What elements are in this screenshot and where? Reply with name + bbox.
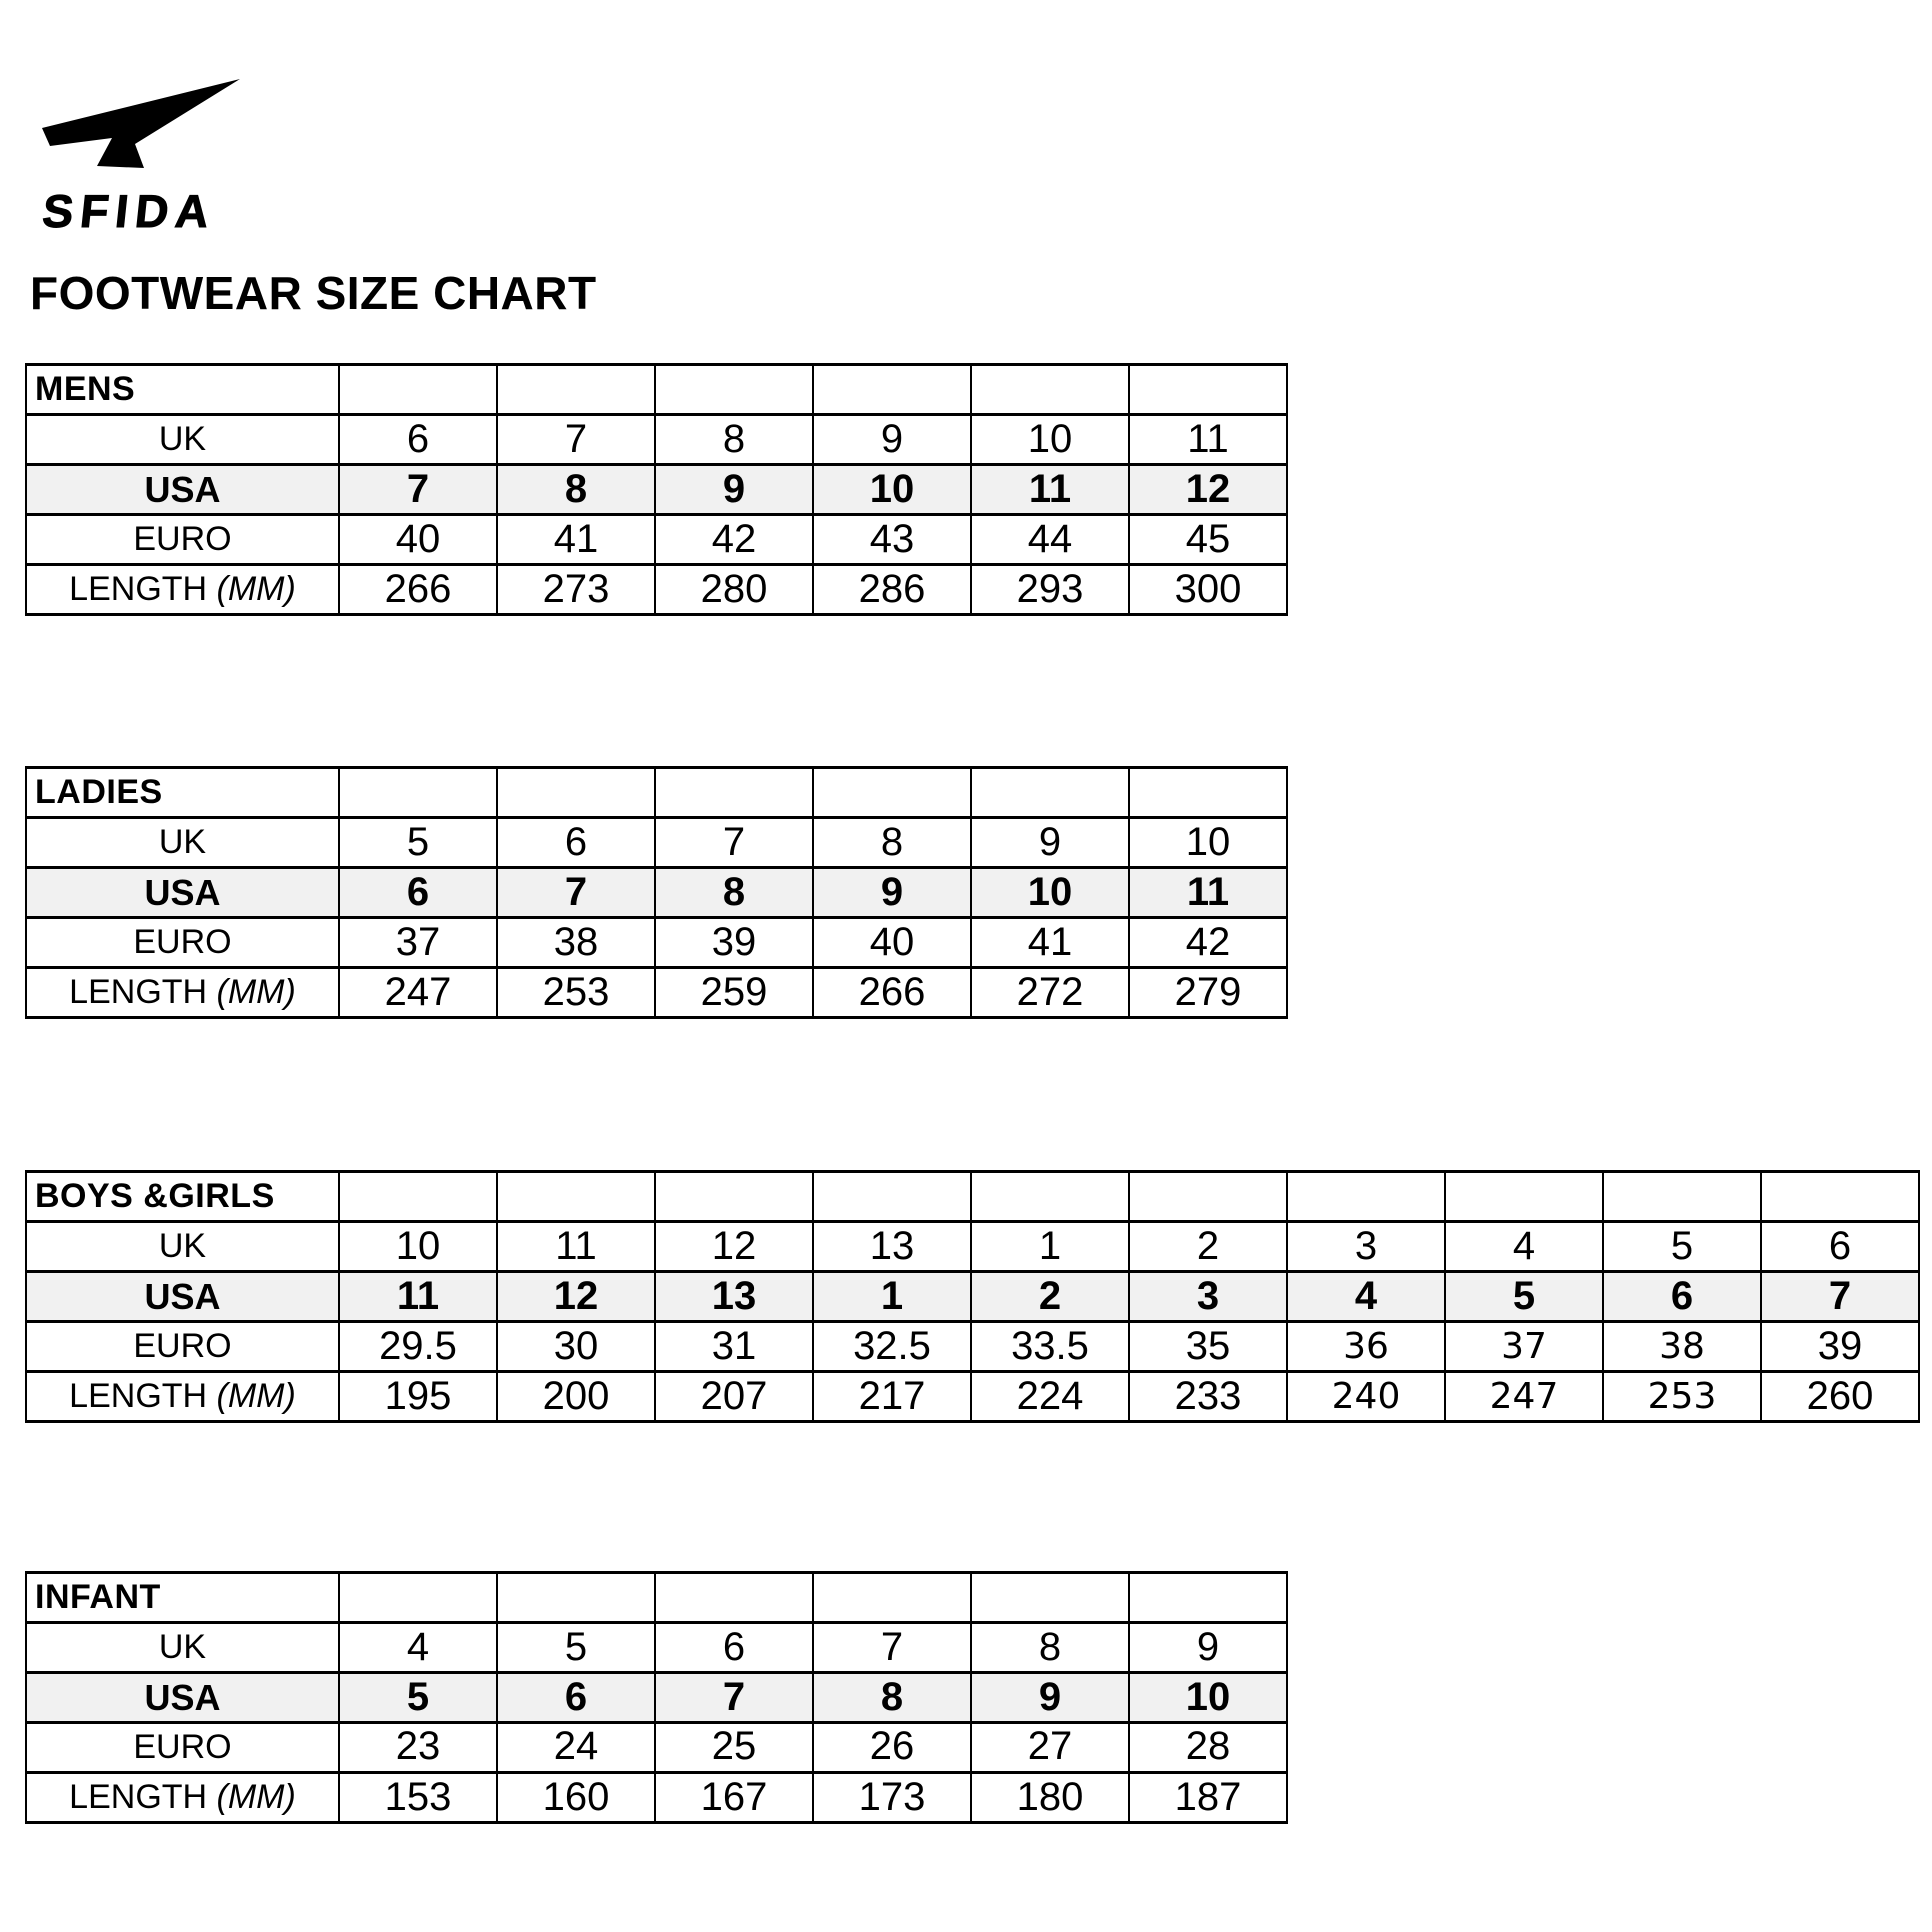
header-empty-cell xyxy=(497,1573,655,1623)
size-value-cell: 260 xyxy=(1761,1372,1919,1422)
size-value-cell: 38 xyxy=(1603,1322,1761,1372)
size-value-cell: 6 xyxy=(339,415,497,465)
table-header-row xyxy=(26,365,1287,415)
size-value-cell: 247 xyxy=(1445,1372,1603,1422)
row-label-uk: UK xyxy=(26,818,339,868)
size-value-cell: 5 xyxy=(339,818,497,868)
size-value-cell: 10 xyxy=(971,415,1129,465)
header-empty-cell xyxy=(813,1573,971,1623)
header-empty-cell xyxy=(339,768,497,818)
header-empty-cell xyxy=(1129,1573,1287,1623)
size-table-boys-girls xyxy=(25,1170,1920,1423)
header-empty-cell xyxy=(497,365,655,415)
size-value-cell: 293 xyxy=(971,565,1129,615)
row-label-length-mm: LENGTH (MM) xyxy=(26,968,339,1018)
brand-logo xyxy=(40,76,245,238)
size-value-cell: 43 xyxy=(813,515,971,565)
size-value-cell: 13 xyxy=(655,1272,813,1322)
row-label-usa: USA xyxy=(26,868,339,918)
header-empty-cell xyxy=(1761,1172,1919,1222)
size-value-cell: 266 xyxy=(339,565,497,615)
header-empty-cell xyxy=(339,365,497,415)
row-label-usa: USA xyxy=(26,465,339,515)
size-value-cell: 4 xyxy=(1287,1272,1445,1322)
table-header-row xyxy=(26,1573,1287,1623)
size-value-cell: 9 xyxy=(655,465,813,515)
size-value-cell: 11 xyxy=(339,1272,497,1322)
header-empty-cell xyxy=(813,768,971,818)
table-row-euro xyxy=(26,918,1287,968)
size-value-cell: 3 xyxy=(1129,1272,1287,1322)
row-label-length-mm: LENGTH (MM) xyxy=(26,1372,339,1422)
size-value-cell: 41 xyxy=(497,515,655,565)
size-value-cell: 8 xyxy=(813,1673,971,1723)
size-value-cell: 26 xyxy=(813,1723,971,1773)
size-value-cell: 167 xyxy=(655,1773,813,1823)
size-value-cell: 9 xyxy=(971,818,1129,868)
size-value-cell: 31 xyxy=(655,1322,813,1372)
size-value-cell: 7 xyxy=(339,465,497,515)
size-value-cell: 37 xyxy=(339,918,497,968)
size-value-cell: 11 xyxy=(497,1222,655,1272)
size-value-cell: 27 xyxy=(971,1723,1129,1773)
row-label-usa: USA xyxy=(26,1673,339,1723)
size-value-cell: 8 xyxy=(655,868,813,918)
size-value-cell: 9 xyxy=(1129,1623,1287,1673)
row-label-length-mm: LENGTH (MM) xyxy=(26,565,339,615)
header-empty-cell xyxy=(1603,1172,1761,1222)
size-value-cell: 5 xyxy=(497,1623,655,1673)
size-value-cell: 7 xyxy=(655,1673,813,1723)
size-value-cell: 45 xyxy=(1129,515,1287,565)
size-value-cell: 39 xyxy=(1761,1322,1919,1372)
table-row-length-mm xyxy=(26,565,1287,615)
header-empty-cell xyxy=(1129,1172,1287,1222)
size-value-cell: 4 xyxy=(1445,1222,1603,1272)
size-value-cell: 1 xyxy=(813,1272,971,1322)
size-value-cell: 12 xyxy=(497,1272,655,1322)
header-empty-cell xyxy=(971,1573,1129,1623)
table-row-uk xyxy=(26,1222,1919,1272)
header-empty-cell xyxy=(339,1573,497,1623)
table-row-length-mm xyxy=(26,968,1287,1018)
size-value-cell: 33.5 xyxy=(971,1322,1129,1372)
size-value-cell: 23 xyxy=(339,1723,497,1773)
table-row-length-mm xyxy=(26,1372,1919,1422)
size-value-cell: 233 xyxy=(1129,1372,1287,1422)
row-label-length-mm: LENGTH (MM) xyxy=(26,1773,339,1823)
size-value-cell: 40 xyxy=(339,515,497,565)
size-value-cell: 173 xyxy=(813,1773,971,1823)
size-value-cell: 300 xyxy=(1129,565,1287,615)
table-row-uk xyxy=(26,818,1287,868)
size-value-cell: 10 xyxy=(971,868,1129,918)
size-value-cell: 39 xyxy=(655,918,813,968)
size-value-cell: 42 xyxy=(655,515,813,565)
size-value-cell: 8 xyxy=(971,1623,1129,1673)
table-section-label: INFANT xyxy=(26,1573,339,1623)
table-row-euro xyxy=(26,515,1287,565)
header-empty-cell xyxy=(655,365,813,415)
size-value-cell: 7 xyxy=(497,415,655,465)
size-table-ladies xyxy=(25,766,1288,1019)
size-value-cell: 10 xyxy=(813,465,971,515)
size-value-cell: 259 xyxy=(655,968,813,1018)
size-value-cell: 286 xyxy=(813,565,971,615)
size-value-cell: 195 xyxy=(339,1372,497,1422)
size-table-grid xyxy=(25,363,1288,616)
table-row-uk xyxy=(26,1623,1287,1673)
size-value-cell: 37 xyxy=(1445,1322,1603,1372)
row-label-euro: EURO xyxy=(26,1723,339,1773)
size-value-cell: 36 xyxy=(1287,1322,1445,1372)
size-value-cell: 44 xyxy=(971,515,1129,565)
size-value-cell: 2 xyxy=(1129,1222,1287,1272)
size-value-cell: 5 xyxy=(1603,1222,1761,1272)
size-value-cell: 7 xyxy=(1761,1272,1919,1322)
row-label-euro: EURO xyxy=(26,1322,339,1372)
size-value-cell: 10 xyxy=(339,1222,497,1272)
header-empty-cell xyxy=(497,768,655,818)
table-header-row xyxy=(26,768,1287,818)
row-label-uk: UK xyxy=(26,1623,339,1673)
table-section-label: MENS xyxy=(26,365,339,415)
table-row-usa xyxy=(26,868,1287,918)
size-value-cell: 280 xyxy=(655,565,813,615)
header-empty-cell xyxy=(971,1172,1129,1222)
table-row-euro xyxy=(26,1723,1287,1773)
size-value-cell: 253 xyxy=(1603,1372,1761,1422)
header-empty-cell xyxy=(339,1172,497,1222)
size-value-cell: 25 xyxy=(655,1723,813,1773)
size-value-cell: 41 xyxy=(971,918,1129,968)
size-value-cell: 12 xyxy=(1129,465,1287,515)
header-empty-cell xyxy=(1129,365,1287,415)
size-value-cell: 10 xyxy=(1129,818,1287,868)
size-value-cell: 6 xyxy=(655,1623,813,1673)
size-value-cell: 32.5 xyxy=(813,1322,971,1372)
size-value-cell: 4 xyxy=(339,1623,497,1673)
size-value-cell: 30 xyxy=(497,1322,655,1372)
size-value-cell: 180 xyxy=(971,1773,1129,1823)
header-empty-cell xyxy=(813,365,971,415)
size-value-cell: 153 xyxy=(339,1773,497,1823)
size-table-mens xyxy=(25,363,1288,616)
size-value-cell: 273 xyxy=(497,565,655,615)
size-value-cell: 224 xyxy=(971,1372,1129,1422)
brand-wordmark: SFIDA xyxy=(40,185,219,237)
size-value-cell: 24 xyxy=(497,1723,655,1773)
size-value-cell: 6 xyxy=(497,1673,655,1723)
row-label-euro: EURO xyxy=(26,918,339,968)
size-value-cell: 253 xyxy=(497,968,655,1018)
size-table-grid xyxy=(25,1571,1288,1824)
size-value-cell: 7 xyxy=(813,1623,971,1673)
header-empty-cell xyxy=(655,1573,813,1623)
size-value-cell: 240 xyxy=(1287,1372,1445,1422)
table-row-usa xyxy=(26,1272,1919,1322)
size-value-cell: 8 xyxy=(497,465,655,515)
table-row-uk xyxy=(26,415,1287,465)
size-value-cell: 279 xyxy=(1129,968,1287,1018)
table-section-label: BOYS &GIRLS xyxy=(26,1172,339,1222)
size-value-cell: 5 xyxy=(339,1673,497,1723)
size-value-cell: 6 xyxy=(339,868,497,918)
size-value-cell: 11 xyxy=(971,465,1129,515)
size-table-infant xyxy=(25,1571,1288,1824)
size-value-cell: 35 xyxy=(1129,1322,1287,1372)
table-header-row xyxy=(26,1172,1919,1222)
row-label-euro: EURO xyxy=(26,515,339,565)
header-empty-cell xyxy=(655,1172,813,1222)
table-row-euro xyxy=(26,1322,1919,1372)
size-value-cell: 40 xyxy=(813,918,971,968)
size-value-cell: 217 xyxy=(813,1372,971,1422)
size-value-cell: 29.5 xyxy=(339,1322,497,1372)
table-row-length-mm xyxy=(26,1773,1287,1823)
size-value-cell: 38 xyxy=(497,918,655,968)
size-value-cell: 8 xyxy=(813,818,971,868)
size-value-cell: 247 xyxy=(339,968,497,1018)
size-value-cell: 266 xyxy=(813,968,971,1018)
table-section-label: LADIES xyxy=(26,768,339,818)
page-title: FOOTWEAR SIZE CHART xyxy=(30,267,597,319)
size-value-cell: 3 xyxy=(1287,1222,1445,1272)
size-value-cell: 8 xyxy=(655,415,813,465)
size-value-cell: 12 xyxy=(655,1222,813,1272)
size-value-cell: 42 xyxy=(1129,918,1287,968)
size-value-cell: 2 xyxy=(971,1272,1129,1322)
size-value-cell: 28 xyxy=(1129,1723,1287,1773)
size-value-cell: 7 xyxy=(497,868,655,918)
row-label-usa: USA xyxy=(26,1272,339,1322)
size-value-cell: 7 xyxy=(655,818,813,868)
size-value-cell: 9 xyxy=(813,868,971,918)
size-value-cell: 9 xyxy=(813,415,971,465)
table-row-usa xyxy=(26,465,1287,515)
sfida-swoosh-icon xyxy=(40,76,245,174)
row-label-uk: UK xyxy=(26,1222,339,1272)
size-value-cell: 5 xyxy=(1445,1272,1603,1322)
header-empty-cell xyxy=(655,768,813,818)
size-value-cell: 207 xyxy=(655,1372,813,1422)
size-value-cell: 6 xyxy=(1603,1272,1761,1322)
size-value-cell: 11 xyxy=(1129,415,1287,465)
size-value-cell: 6 xyxy=(497,818,655,868)
row-label-uk: UK xyxy=(26,415,339,465)
size-value-cell: 13 xyxy=(813,1222,971,1272)
size-value-cell: 272 xyxy=(971,968,1129,1018)
size-value-cell: 6 xyxy=(1761,1222,1919,1272)
size-value-cell: 11 xyxy=(1129,868,1287,918)
size-value-cell: 187 xyxy=(1129,1773,1287,1823)
header-empty-cell xyxy=(971,768,1129,818)
header-empty-cell xyxy=(1129,768,1287,818)
size-value-cell: 10 xyxy=(1129,1673,1287,1723)
size-value-cell: 9 xyxy=(971,1673,1129,1723)
header-empty-cell xyxy=(497,1172,655,1222)
size-table-grid xyxy=(25,1170,1920,1423)
size-value-cell: 160 xyxy=(497,1773,655,1823)
header-empty-cell xyxy=(1445,1172,1603,1222)
header-empty-cell xyxy=(971,365,1129,415)
size-value-cell: 200 xyxy=(497,1372,655,1422)
table-row-usa xyxy=(26,1673,1287,1723)
size-table-grid xyxy=(25,766,1288,1019)
header-empty-cell xyxy=(1287,1172,1445,1222)
header-empty-cell xyxy=(813,1172,971,1222)
size-value-cell: 1 xyxy=(971,1222,1129,1272)
